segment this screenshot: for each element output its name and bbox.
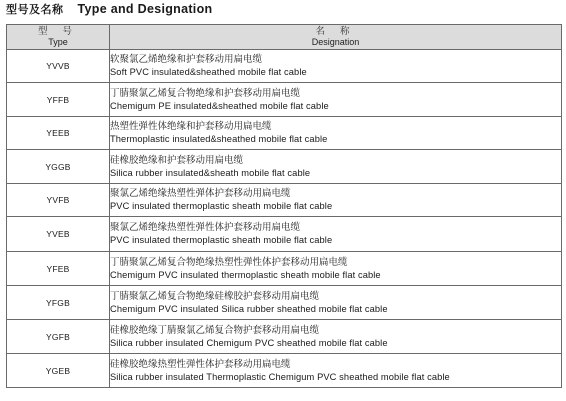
designation-en: Soft PVC insulated&sheathed mobile flat cable: [110, 67, 307, 77]
table-row: [7, 217, 562, 252]
designation-cn: 硅橡胶绝缘热塑性弹性体护套移动用扁电缆: [110, 358, 291, 370]
type-cell: YFGB: [7, 286, 110, 320]
type-header-cn: 型 号: [37, 26, 79, 37]
type-cell: YVVB: [7, 50, 110, 83]
table-row: [7, 50, 562, 83]
section-heading-en: Type and Designation: [77, 2, 213, 16]
table-row: [7, 286, 562, 320]
designation-en: Silica rubber insulated Chemigum PVC sheathed mobile flat cable: [110, 337, 388, 348]
designation-cell: [110, 354, 562, 388]
table-row: [7, 117, 562, 150]
designation-cn: 硅橡胶绝缘丁腈聚氯乙烯复合物护套移动用扁电缆: [110, 324, 320, 336]
designation-cell: [110, 184, 562, 217]
type-cell: YGEB: [7, 354, 110, 388]
type-cell: YGFB: [7, 320, 110, 354]
designation-en: Chemigum PVC insulated thermoplastic sheath mobile flat cable: [110, 269, 381, 280]
type-cell: YVFB: [7, 184, 110, 217]
designation-en: PVC insulated thermoplastic sheath mobile flat cable: [110, 235, 333, 245]
type-cell: YEEB: [7, 117, 110, 150]
designation-cell: [110, 217, 562, 252]
designation-cell: [110, 83, 562, 117]
table-row: [7, 252, 562, 286]
designation-header-en: Designation: [311, 37, 360, 47]
designation-en: Silica rubber insulated Thermoplastic Chemigum PVC sheathed mobile flat cable: [110, 371, 450, 382]
designation-cell: [110, 286, 562, 320]
type-cell: YFFB: [7, 83, 110, 117]
designation-cn: 硅橡胶绝缘和护套移动用扁电缆: [110, 154, 244, 166]
designation-en: PVC insulated thermoplastic sheath mobile flat cable: [110, 201, 333, 211]
table-row: [7, 83, 562, 117]
designation-cell: [110, 252, 562, 286]
designation-cn: 热塑性弹性体绝缘和护套移动用扁电缆: [110, 121, 272, 132]
type-header-en: Type: [48, 37, 68, 47]
designation-header-cn: 名 称: [315, 26, 356, 37]
type-cell: YGGB: [7, 150, 110, 184]
designation-cn: 丁腈聚氯乙烯复合物绝缘硅橡胶护套移动用扁电缆: [110, 290, 320, 302]
type-designation-table: [6, 24, 562, 388]
table-body: [7, 50, 562, 388]
designation-column-header: [110, 25, 562, 50]
designation-en: Chemigum PE insulated&sheathed mobile flat cable: [110, 100, 329, 111]
type-cell: YVEB: [7, 217, 110, 252]
designation-cell: [110, 150, 562, 184]
section-heading: [6, 1, 212, 17]
designation-en: Silica rubber insulated&sheath mobile flat cable: [110, 167, 311, 178]
designation-en: Thermoplastic insulated&sheathed mobile flat cable: [110, 134, 328, 144]
table-row: [7, 184, 562, 217]
section-heading-cn: 型号及名称: [6, 3, 64, 16]
designation-en: Chemigum PVC insulated Silica rubber sheathed mobile flat cable: [110, 303, 388, 314]
designation-cn: 聚氯乙烯绝缘热塑性弹体护套移动用扁电缆: [110, 188, 291, 199]
designation-cn: 丁腈聚氯乙烯复合物绝缘和护套移动用扁电缆: [110, 87, 301, 99]
table-row: [7, 150, 562, 184]
designation-cell: [110, 320, 562, 354]
table-row: [7, 354, 562, 388]
designation-cn: 软聚氯乙烯绝缘和护套移动用扁电缆: [110, 54, 263, 65]
table-header-row: [7, 25, 562, 50]
designation-cn: 聚氯乙烯绝缘热塑性弹性体护套移动用扁电缆: [110, 222, 301, 233]
type-column-header: [7, 25, 110, 50]
type-cell: YFEB: [7, 252, 110, 286]
designation-cn: 丁腈聚氯乙烯复合物绝缘热塑性弹性体护套移动用扁电缆: [110, 256, 348, 268]
designation-cell: [110, 50, 562, 83]
table-row: [7, 320, 562, 354]
designation-cell: [110, 117, 562, 150]
